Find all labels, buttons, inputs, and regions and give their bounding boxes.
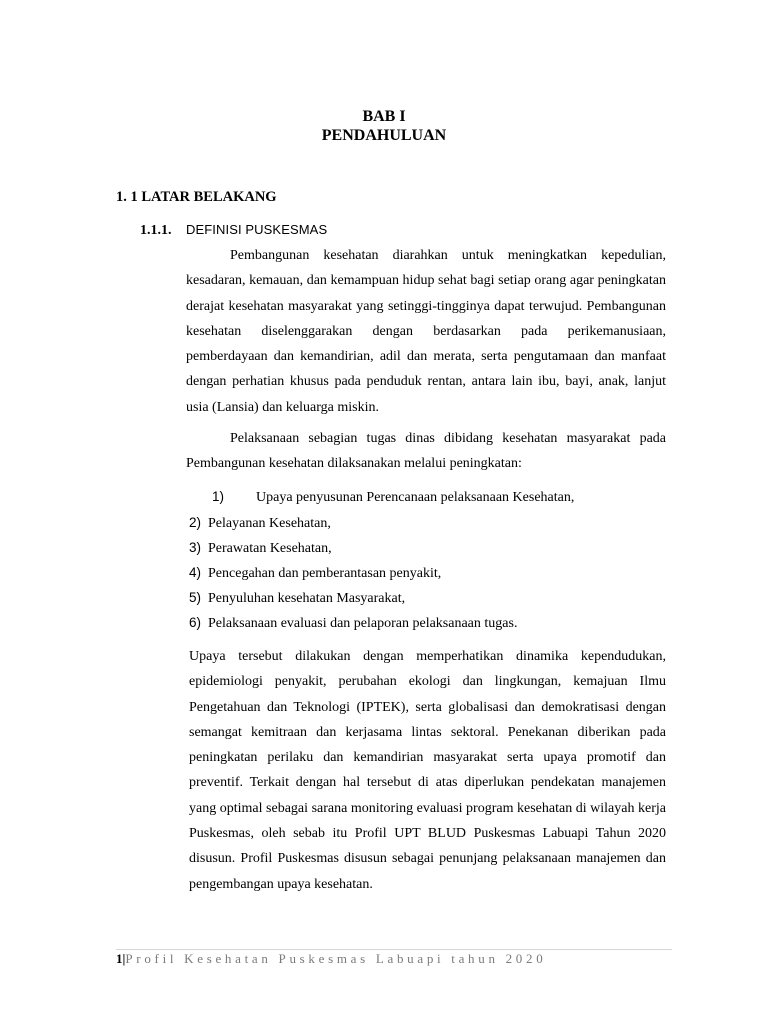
list-item: [189, 613, 517, 634]
list-item-text: Pelaksanaan evaluasi dan pelaporan pelaksanaan tugas.: [208, 616, 518, 631]
footer-divider: [116, 949, 672, 950]
list-item-number: 4): [189, 565, 202, 580]
list-item-text: Upaya penyusunan Perencanaan pelaksanaan Kesehatan,: [256, 490, 575, 505]
list-item: [212, 487, 574, 508]
paragraph-pelaksanaan: Pelaksanaan sebagian tugas dinas dibidang kesehatan masyarakat pada Pembangunan kesehatan dilaksanakan melalui peningkatan:: [186, 431, 666, 472]
footer-separator: |: [122, 951, 126, 966]
list-item-number: 2): [189, 515, 202, 530]
chapter-title: PENDAHULUAN: [321, 127, 447, 144]
list-item-number: 5): [189, 590, 202, 605]
list-item-number: 3): [189, 540, 202, 555]
footer-text: Profil Kesehatan Puskesmas Labuapi tahun 2020: [125, 951, 547, 966]
list-item: [189, 563, 441, 584]
list-item-text: Pelayanan Kesehatan,: [208, 516, 331, 531]
subsection-heading: [140, 220, 327, 241]
list-item: [189, 538, 332, 559]
chapter-number: BAB I: [362, 108, 406, 125]
list-item-number: 1): [212, 489, 225, 504]
section-heading: 1. 1 LATAR BELAKANG: [116, 189, 277, 205]
list-item-text: Perawatan Kesehatan,: [208, 541, 332, 556]
paragraph-upaya: Upaya tersebut dilakukan dengan memperhatikan dinamika kependudukan, epidemiologi penyakit, perubahan ekologi dan lingkungan, kemajuan Ilmu Pengetahuan dan Teknologi (IPTEK), serta globalisasi dan demokratisasi dengan semangat kemitraan dan kerjasama lintas sektoral. Penekanan diberikan pada peningkatan perilaku dan kemandirian masyarakat serta upaya promotif dan preventif. Terkait dengan hal tersebut di atas diperlukan pendekatan manajemen yang optimal sebagai sarana monitoring evaluasi program kesehatan di wilayah kerja Puskesmas, oleh sebab itu Profil UPT BLUD Puskesmas Labuapi Tahun 2020 disusun. Profil Puskesmas disusun sebagai penunjang pelaksanaan manajemen dan pengembangan upaya kesehatan.: [189, 649, 666, 892]
subsection-number: 1.1.1.: [140, 223, 172, 238]
page-footer: [116, 951, 546, 967]
list-item: [189, 588, 405, 609]
paragraph-pembangunan: Pembangunan kesehatan diarahkan untuk meningkatkan kepedulian, kesadaran, kemauan, dan kemampuan hidup sehat bagi setiap orang agar peningkatan derajat kesehatan masyarakat yang setinggi-tingginya dapat terwujud. Pembangunan kesehatan diselenggarakan dengan berdasarkan pada perikemanusiaan, pemberdayaan dan kemandirian, adil dan merata, serta pengutamaan dan manfaat dengan perhatian khusus pada penduduk rentan, antara lain ibu, bayi, anak, lanjut usia (Lansia) dan keluarga miskin.: [186, 248, 666, 415]
subsection-title: DEFINISI PUSKESMAS: [186, 222, 328, 237]
list-item-number: 6): [189, 615, 202, 630]
list-item-text: Penyuluhan kesehatan Masyarakat,: [208, 591, 406, 606]
list-item-text: Pencegahan dan pemberantasan penyakit,: [208, 566, 442, 581]
list-item: [189, 513, 331, 534]
page-number: 1: [116, 951, 123, 966]
